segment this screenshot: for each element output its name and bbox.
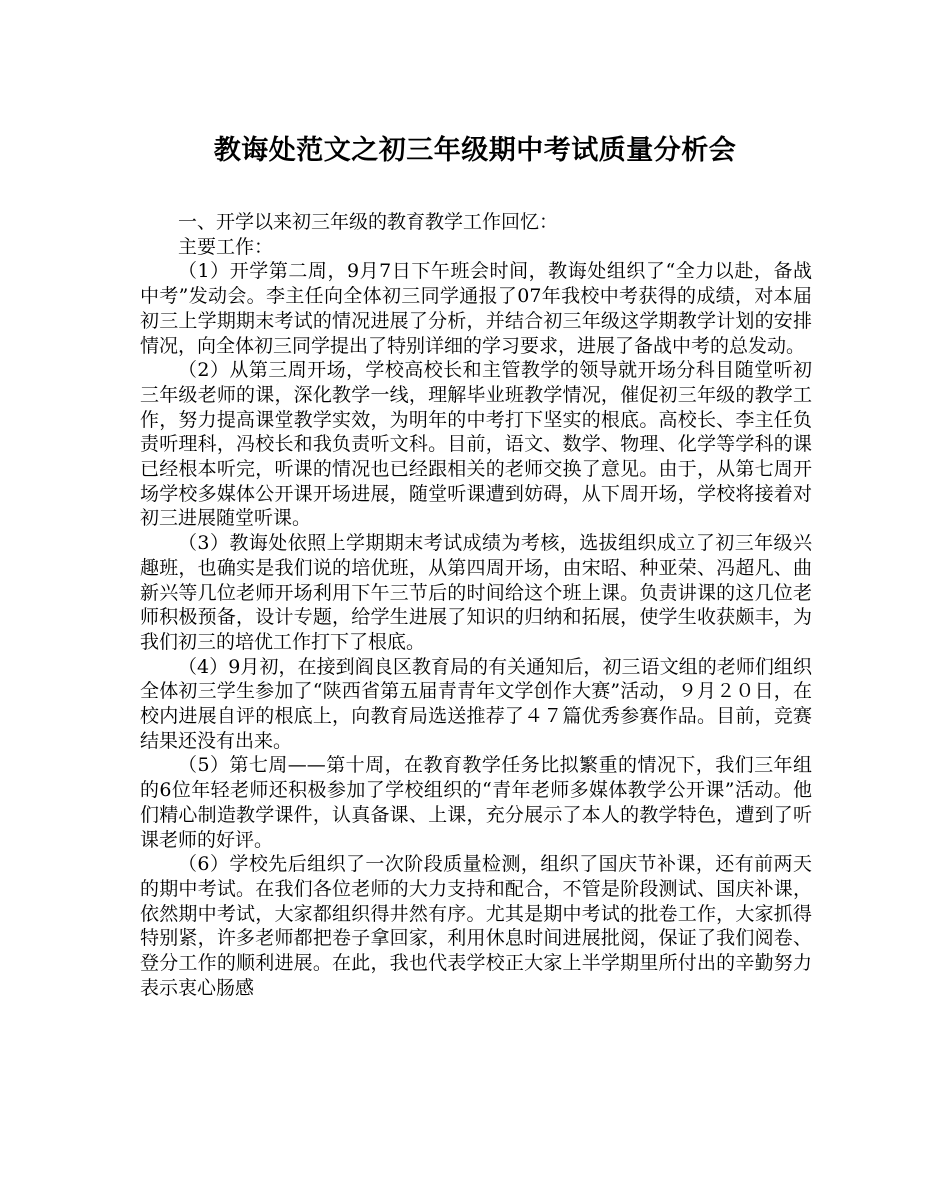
paragraph-item-2: （2）从第三周开场，学校高校长和主管教学的领导就开场分科目随堂听初三年级老师的课，深化教学一线，理解毕业班教学情况，催促初三年级的教学工作，努力提高课堂教学实效，为明年的中考打下坚实的根底。高校长、李主任负责听理科，冯校长和我负责听文科。目前，语文、数学、物理、化学等学科的课已经根本听完，听课的情况也已经跟相关的老师交换了意见。由于，从第七周开场学校多媒体公开课开场进展，随堂听课遭到妨碍，从下周开场，学校将接着对初三进展随堂听课。: [140, 359, 812, 530]
paragraph-item-5: （5）第七周——第十周，在教育教学任务比拟繁重的情况下，我们三年组的6位年轻老师还积极参加了学校组织的“青年老师多媒体教学公开课”活动。他们精心制造教学课件，认真备课、上课，充分展示了本人的教学特色，遭到了听课老师的好评。: [140, 754, 812, 851]
subheading-main-work: 主要工作：: [178, 235, 274, 258]
document-body: [140, 210, 812, 1001]
document-title: 教诲处范文之初三年级期中考试质量分析会: [213, 135, 737, 166]
section-heading: 一、开学以来初三年级的教育教学工作回忆：: [178, 211, 559, 233]
paragraph-item-6: （6）学校先后组织了一次阶段质量检测，组织了国庆节补课，还有前两天的期中考试。在我们各位老师的大力支持和配合，不管是阶段测试、国庆补课，依然期中考试，大家都组织得井然有序。尤其是期中考试的批卷工作，大家抓得特别紧，许多老师都把卷子拿回家，利用休息时间进展批阅，保证了我们阅卷、登分工作的顺利进展。在此，我也代表学校正大家上半学期里所付出的辛勤努力表示衷心肠感: [140, 853, 812, 999]
paragraph-item-1: （1）开学第二周，9月7日下午班会时间，教诲处组织了“全力以赴，备战中考”发动会。李主任向全体初三同学通报了07年我校中考获得的成绩，对本届初三上学期期末考试的情况进展了分析，并结合初三年级这学期教学计划的安排情况，向全体初三同学提出了特别详细的学习要求，进展了备战中考的总发动。: [140, 260, 812, 357]
paragraph-item-4: （4）9月初，在接到阎良区教育局的有关通知后，初三语文组的老师们组织全体初三学生参加了“陕西省第五届青青年文学创作大赛”活动，９月２０日，在校内进展自评的根底上，向教育局选送推荐了４７篇优秀参赛作品。目前，竞赛结果还没有出来。: [140, 655, 812, 752]
paragraph-item-3: （3）教诲处依照上学期期末考试成绩为考核，选拔组织成立了初三年级兴趣班，也确实是我们说的培优班，从第四周开场，由宋昭、种亚荣、冯超凡、曲新兴等几位老师开场利用下午三节后的时间给这个班上课。负责讲课的这几位老师积极预备，设计专题，给学生进展了知识的归纳和拓展，使学生收获颇丰，为我们初三的培优工作打下了根底。: [140, 532, 812, 653]
